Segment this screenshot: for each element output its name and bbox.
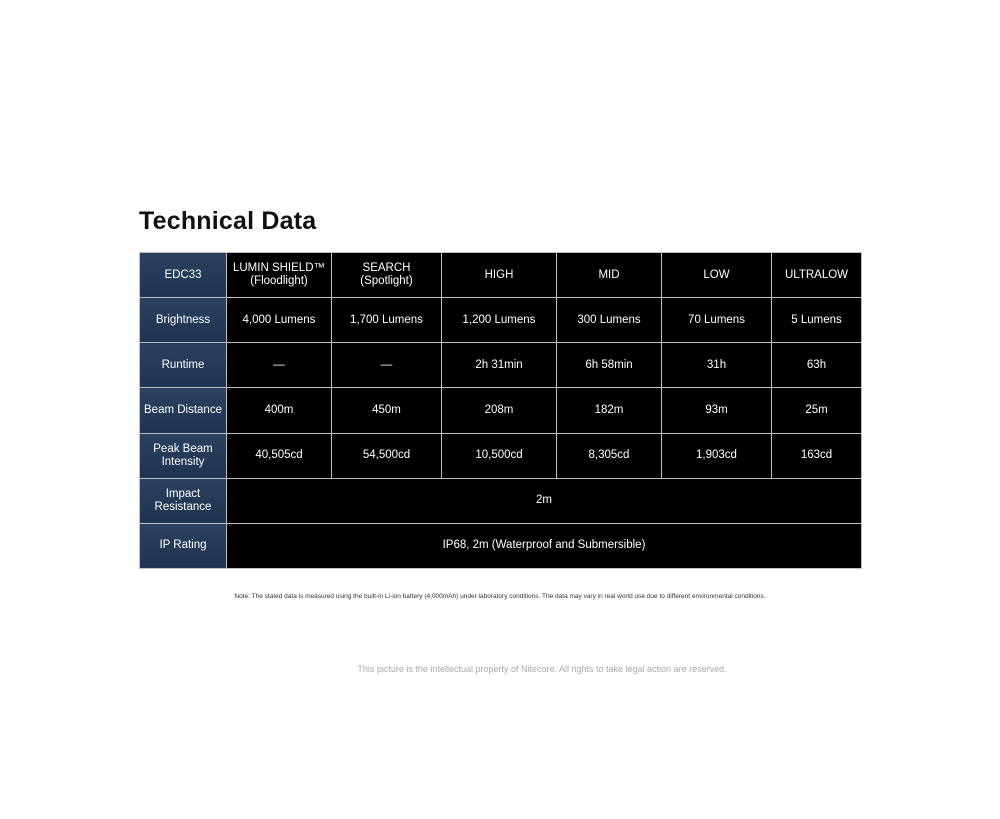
table-cell: — <box>332 343 442 388</box>
header-cell: SEARCH (Spotlight) <box>332 253 442 298</box>
row-label: Runtime <box>140 343 227 388</box>
table-cell: 5 Lumens <box>772 298 862 343</box>
table-cell: 25m <box>772 388 862 433</box>
table-row <box>140 388 862 433</box>
table-cell: 300 Lumens <box>557 298 662 343</box>
row-label: IP Rating <box>140 523 227 568</box>
header-cell: HIGH <box>442 253 557 298</box>
table-cell: 2h 31min <box>442 343 557 388</box>
table-cell: 93m <box>662 388 772 433</box>
table-cell: 10,500cd <box>442 433 557 478</box>
header-model-cell: EDC33 <box>140 253 227 298</box>
table-row <box>140 478 862 523</box>
table-cell-merged: IP68, 2m (Waterproof and Submersible) <box>227 523 862 568</box>
technical-data-table <box>139 252 862 569</box>
row-label: Brightness <box>140 298 227 343</box>
table-header-row <box>140 253 862 298</box>
header-cell: MID <box>557 253 662 298</box>
table-cell: 208m <box>442 388 557 433</box>
table-row <box>140 523 862 568</box>
table-cell: 6h 58min <box>557 343 662 388</box>
table-row <box>140 343 862 388</box>
table-row <box>140 298 862 343</box>
table-row <box>140 433 862 478</box>
table-cell: 450m <box>332 388 442 433</box>
table-cell: 63h <box>772 343 862 388</box>
table-cell: 40,505cd <box>227 433 332 478</box>
header-cell: LUMIN SHIELD™ (Floodlight) <box>227 253 332 298</box>
table-cell: 400m <box>227 388 332 433</box>
header-cell: LOW <box>662 253 772 298</box>
table-cell: 1,200 Lumens <box>442 298 557 343</box>
table-cell: 1,903cd <box>662 433 772 478</box>
table-cell: 4,000 Lumens <box>227 298 332 343</box>
table-cell: 163cd <box>772 433 862 478</box>
table-cell: 70 Lumens <box>662 298 772 343</box>
table-cell-merged: 2m <box>227 478 862 523</box>
copyright-notice: This picture is the intellectual property of Nitecore. All rights to take legal action are reserved. <box>357 664 727 674</box>
row-label: Impact Resistance <box>140 478 227 523</box>
table-cell: 182m <box>557 388 662 433</box>
row-label: Peak Beam Intensity <box>140 433 227 478</box>
page-title: Technical Data <box>139 207 317 235</box>
table-cell: 8,305cd <box>557 433 662 478</box>
header-cell: ULTRALOW <box>772 253 862 298</box>
row-label: Beam Distance <box>140 388 227 433</box>
table-cell: 31h <box>662 343 772 388</box>
table-cell: 1,700 Lumens <box>332 298 442 343</box>
table-cell: 54,500cd <box>332 433 442 478</box>
footnote: Note: The stated data is measured using the built-in Li-ion battery (4,000mAh) under laboratory conditions. The data may vary in real world use due to different environmental conditions. <box>234 593 766 600</box>
table-cell: — <box>227 343 332 388</box>
